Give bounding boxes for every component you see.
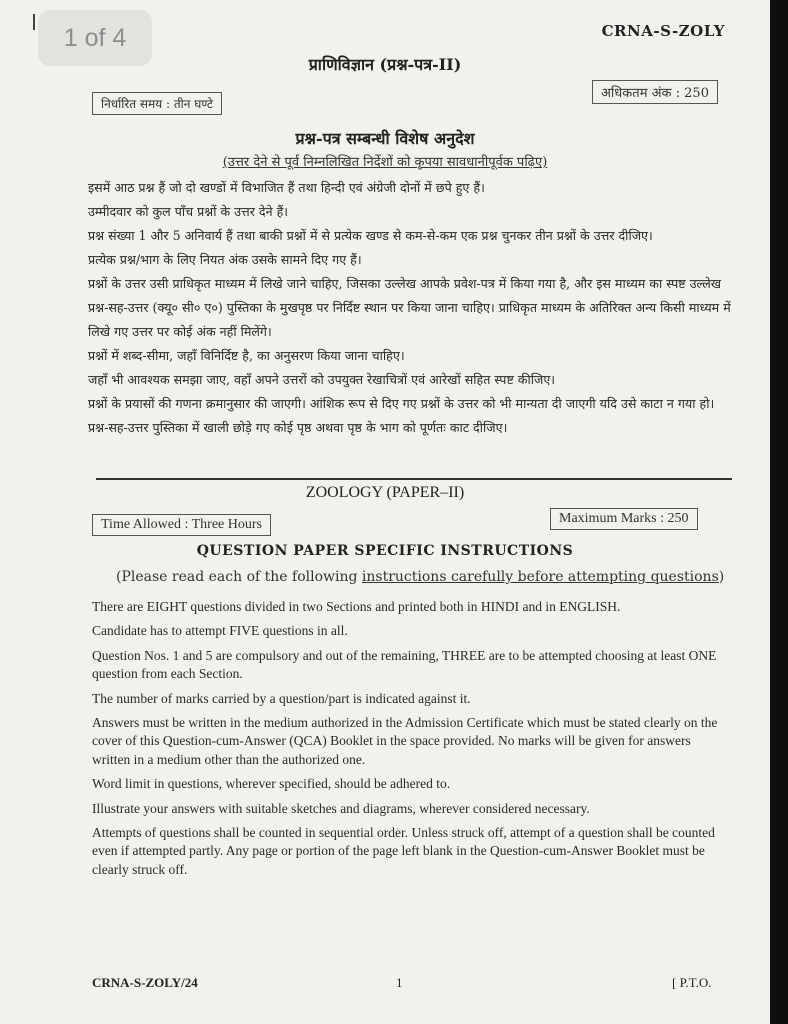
hindi-instruction: प्रश्न संख्या 1 और 5 अनिवार्य हैं तथा बाकी प्रश्नों में से प्रत्येक खण्ड से कम-से-कम एक प्रश्न चुनकर तीन प्रश्नों के उत्तर दीजिए। (88, 228, 653, 243)
english-heading: QUESTION PAPER SPECIFIC INSTRUCTIONS (196, 543, 574, 559)
paper-code: CRNA-S-ZOLY (601, 22, 725, 40)
page-indicator: 1 of 4 (38, 10, 152, 66)
english-subheading-underlined: instructions carefully before attempting questions (361, 569, 719, 585)
hindi-max-marks: अधिकतम अंक : 250 (592, 80, 718, 104)
english-instruction: Answers must be written in the medium authorized in the Admission Certificate which must be stated clearly on the cover of this Question-cum-Answer (QCA) Booklet in the space provided. No marks will be given for answers written in a medium other than the authorized one. (92, 715, 718, 767)
footer-code: CRNA-S-ZOLY/24 (92, 975, 198, 990)
section-divider (96, 478, 732, 480)
viewer-edge-mark (33, 14, 35, 30)
english-max-marks: Maximum Marks : 250 (550, 508, 698, 530)
hindi-instruction: प्रश्नों के प्रयासों की गणना क्रमानुसार की जाएगी। आंशिक रूप से दिए गए प्रश्नों के उत्तर को भी मान्यता दी जाएगी यदि उसे काटा न गया हो। प्रश्न-सह-उत्तर पुस्तिका में खाली छोड़े गए कोई पृष्ठ अथवा पृष्ठ के भाग को पूर्णतः काट दीजिए। (88, 396, 715, 435)
hindi-instruction: उम्मीदवार को कुल पाँच प्रश्नों के उत्तर देने हैं। (88, 204, 289, 219)
hindi-instruction: प्रत्येक प्रश्न/भाग के लिए नियत अंक उसके सामने दिए गए हैं। (88, 252, 362, 267)
english-subheading-pre: (Please read each of the following (116, 569, 362, 585)
hindi-instruction: प्रश्नों में शब्द-सीमा, जहाँ विनिर्दिष्ट है, का अनुसरण किया जाना चाहिए। (88, 348, 405, 363)
hindi-instruction: प्रश्नों के उत्तर उसी प्राधिकृत माध्यम में लिखे जाने चाहिए, जिसका उल्लेख आपके प्रवेश-पत्र में किया गया है, और इस माध्यम का स्पष्ट उल्लेख प्रश्न-सह-उत्तर (क्यू० सी० ए०) पुस्तिका के मुखपृष्ठ पर निर्दिष्ट स्थान पर किया जाना चाहिए। प्राधिकृत माध्यम के अतिरिक्त अन्य किसी माध्यम में लिखे गए उत्तर पर कोई अंक नहीं मिलेंगे। (88, 276, 731, 339)
hindi-instructions (88, 176, 738, 440)
english-instructions (92, 598, 732, 885)
viewer-edge (770, 0, 788, 1024)
hindi-instruction: जहाँ भी आवश्यक समझा जाए, वहाँ अपने उत्तरों को उपयुक्त रेखाचित्रों एवं आरेखों सहित स्पष्ट कीजिए। (88, 372, 556, 387)
hindi-title: प्राणिविज्ञान (प्रश्न-पत्र-II) (308, 55, 462, 74)
english-instruction: Illustrate your answers with suitable sketches and diagrams, wherever considered necessary. (92, 800, 590, 816)
footer-page-number: 1 (396, 975, 403, 990)
english-subheading-post: ) (718, 569, 725, 585)
english-instruction: There are EIGHT questions divided in two Sections and printed both in HINDI and in ENGLISH. (92, 599, 621, 614)
english-instruction: Candidate has to attempt FIVE questions in all. (92, 623, 348, 639)
english-instruction: Word limit in questions, wherever specified, should be adhered to. (92, 776, 451, 792)
footer-pto: [ P.T.O. (672, 975, 712, 990)
english-subheading (116, 569, 724, 585)
english-title: ZOOLOGY (PAPER–II) (305, 484, 465, 501)
english-time-allowed: Time Allowed : Three Hours (92, 514, 271, 536)
hindi-heading: प्रश्न-पत्र सम्बन्धी विशेष अनुदेश (295, 129, 475, 148)
hindi-subheading: (उत्तर देने से पूर्व निम्नलिखित निर्देशों को कृपया सावधानीपूर्वक पढ़िए) (222, 155, 548, 170)
english-instruction: Question Nos. 1 and 5 are compulsory and out of the remaining, THREE are to be attempted choosing at least ONE question from each Section. (92, 647, 717, 682)
hindi-time-allowed: निर्धारित समय : तीन घण्टे (92, 92, 222, 115)
hindi-instruction: इसमें आठ प्रश्न हैं जो दो खण्डों में विभाजित हैं तथा हिन्दी एवं अंग्रेजी दोनों में छपे हुए हैं। (88, 180, 485, 195)
english-instruction: The number of marks carried by a question/part is indicated against it. (92, 690, 471, 706)
english-instruction: Attempts of questions shall be counted in sequential order. Unless struck off, attempt of a question shall be counted even if attempted partly. Any page or portion of the page left blank in the Question-cum-Answer Booklet must be clearly struck off. (92, 825, 715, 877)
